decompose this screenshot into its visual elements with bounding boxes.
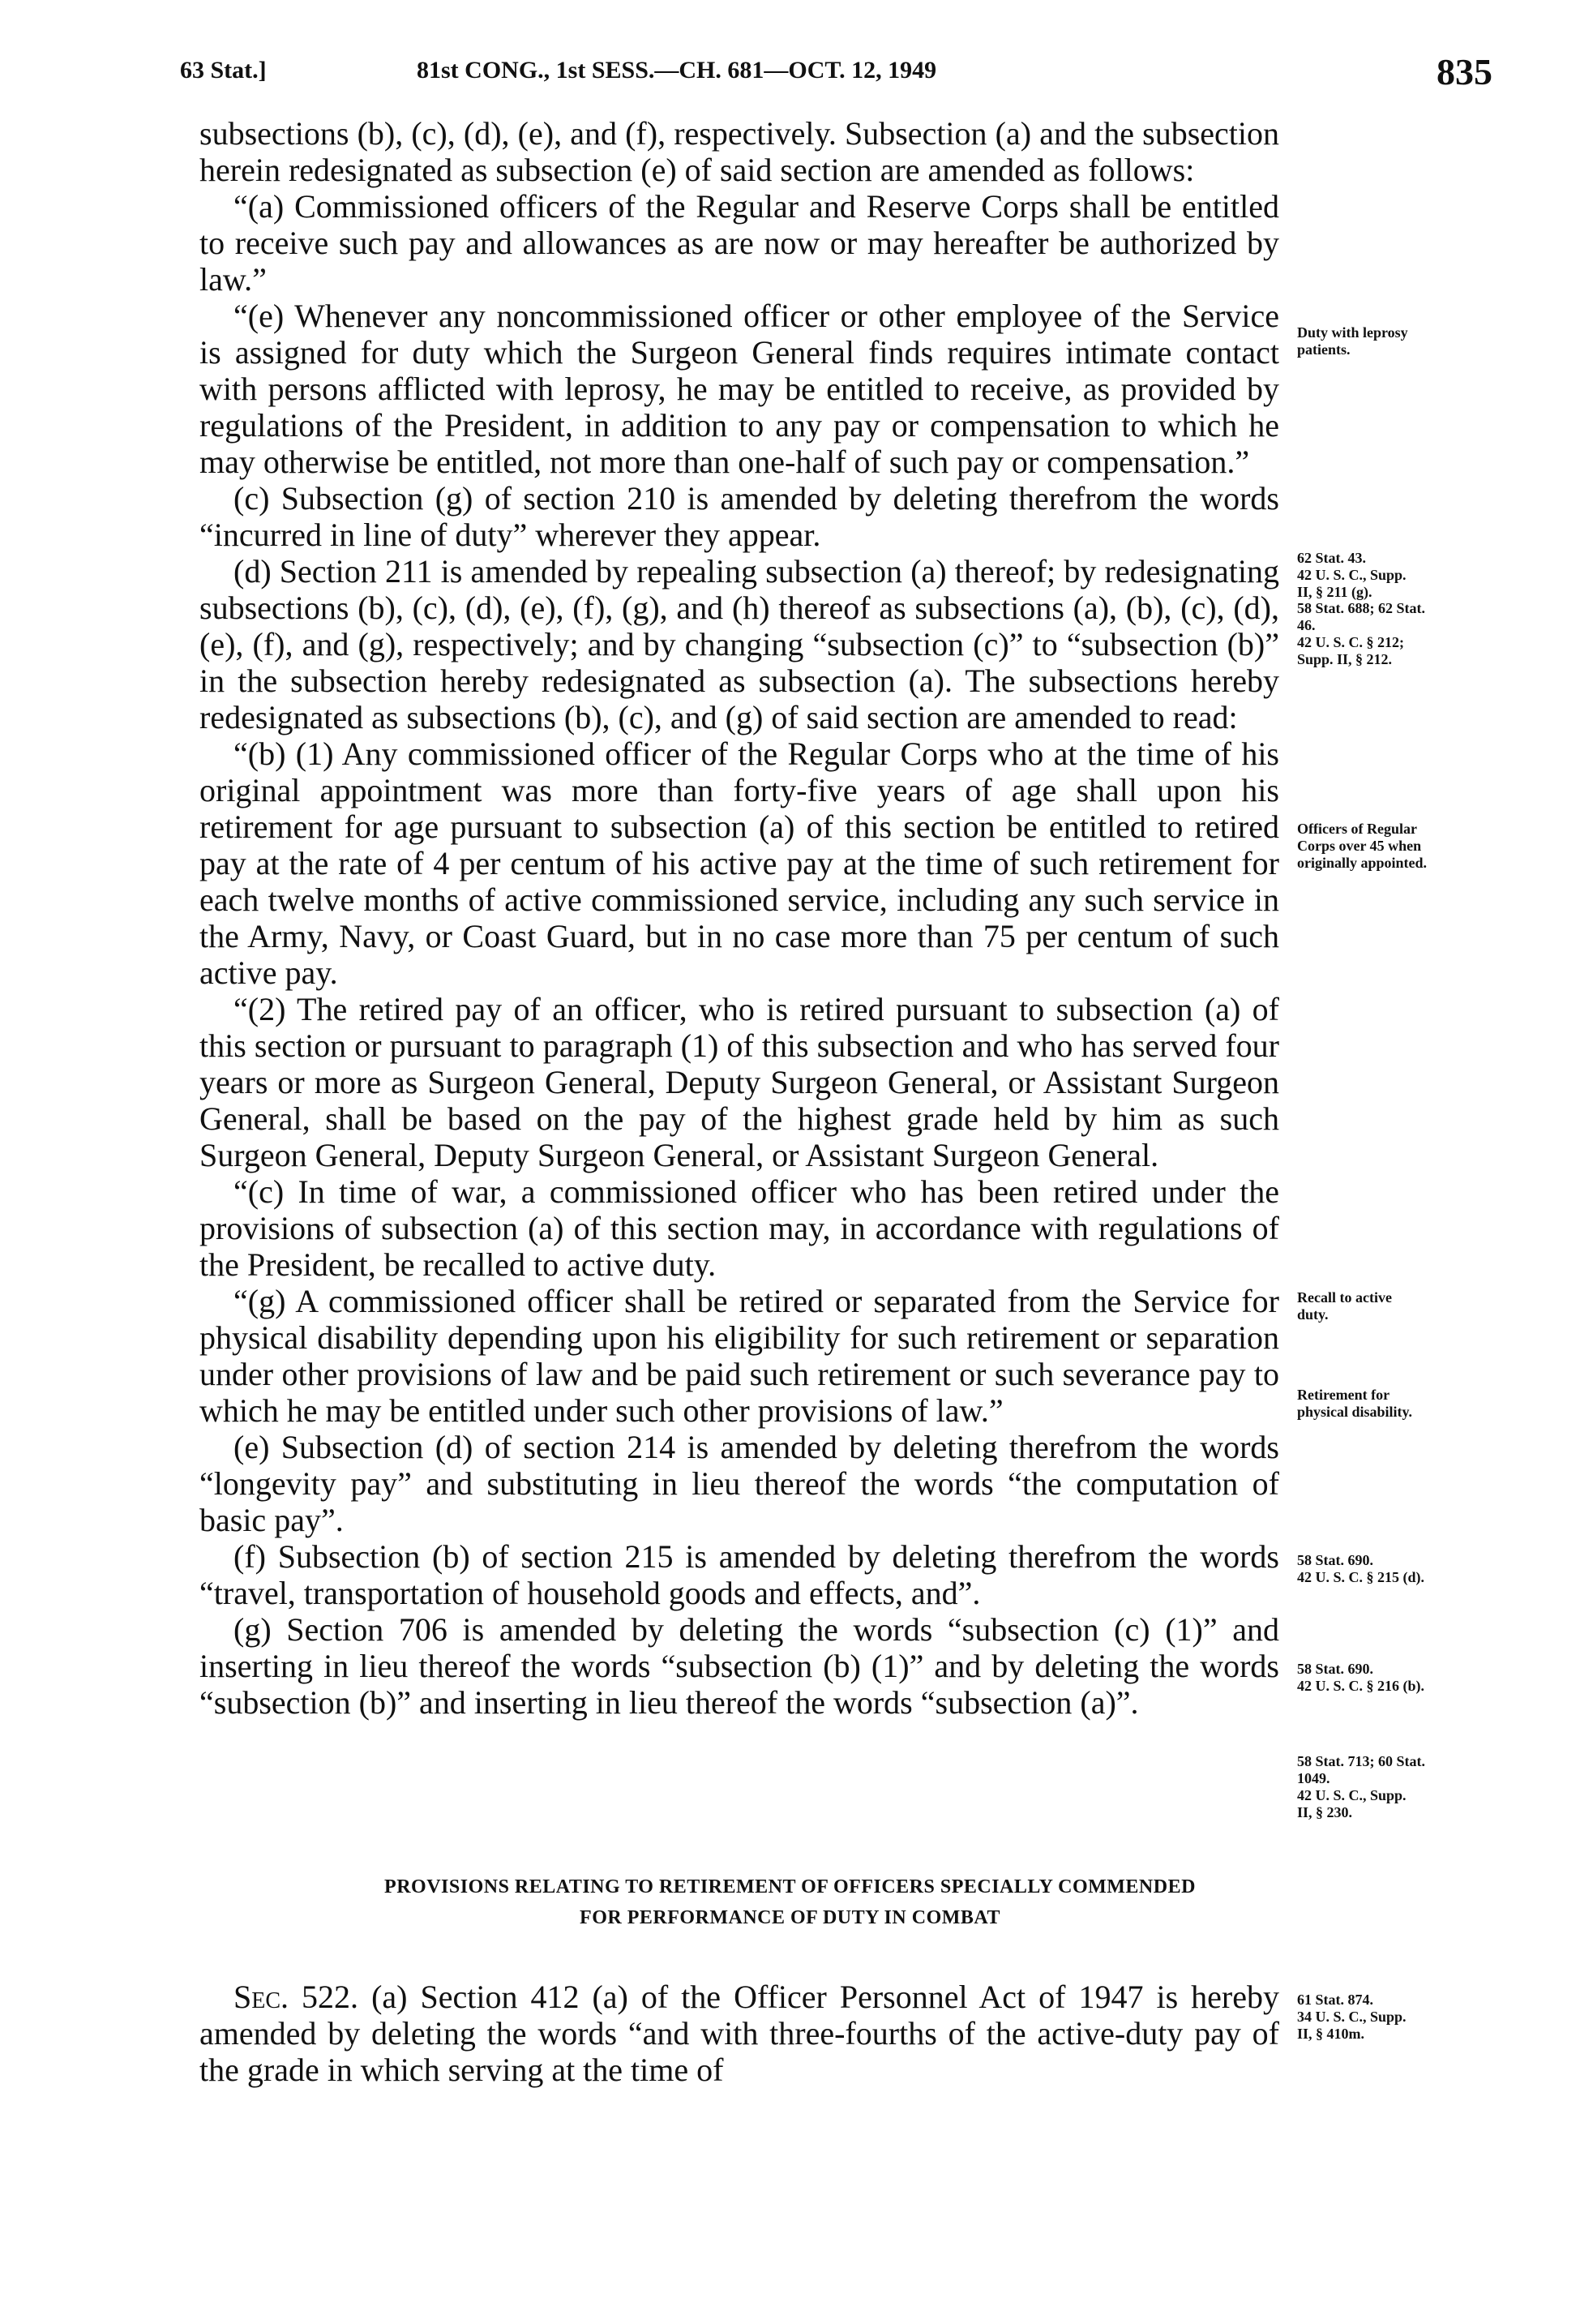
paragraph: (d) Section 211 is amended by repealing subsection (a) thereof; by redesignating subsections (b), (c), (d), (e), (f), (g), and (h) thereof as subsections (a), (b), (c), (d), (e), (f), and (g), respectively; and by changing “subsection (c)” to “subsection (b)” in the subsection hereby redesignated as subsection (a). The subsections hereby redesignated as subsections (b), (c), and (g) of said section are amended to read: <box>199 553 1279 735</box>
margin-note-recall: Recall to active duty. <box>1297 1289 1392 1323</box>
session-chapter-date: 81st CONG., 1st SESS.—CH. 681—OCT. 12, 1949 <box>417 57 937 84</box>
page-header <box>180 51 1531 105</box>
margin-note-citation: 58 Stat. 688; 62 Stat. 46. 42 U. S. C. § 212; Supp. II, § 212. <box>1297 600 1425 667</box>
paragraph: (g) Section 706 is amended by deleting the words “subsection (c) (1)” and inserting in lieu thereof the words “subsection (b) (1)” and by deleting the words “subsection (b)” and inserting in lieu thereof the words “subsection (a)”. <box>199 1611 1279 1721</box>
paragraph: “(e) Whenever any noncommissioned officer or other employee of the Service is assigned for duty which the Surgeon General finds requires intimate contact with persons afflicted with leprosy, he may be entitled to receive, as provided by regulations of the President, in addition to any pay or compensation to which he may otherwise be entitled, not more than one-half of such pay or compensation.” <box>199 298 1279 480</box>
margin-note-citation: 58 Stat. 690. 42 U. S. C. § 215 (d). <box>1297 1552 1425 1585</box>
section-heading: PROVISIONS RELATING TO RETIREMENT OF OFFICERS SPECIALLY COMMENDED FOR PERFORMANCE OF DUTY IN COMBAT <box>384 1876 1196 1928</box>
paragraph: “(c) In time of war, a commissioned officer who has been retired under the provisions of subsection (a) of this section may, in accordance with regulations of the President, be recalled to active duty. <box>199 1173 1279 1283</box>
section-label: Sec. 522. <box>233 1979 359 2015</box>
margin-note-citation: 62 Stat. 43. 42 U. S. C., Supp. II, § 211 (g). <box>1297 550 1407 600</box>
page-number: 835 <box>1437 51 1492 92</box>
paragraph: “(b) (1) Any commissioned officer of the Regular Corps who at the time of his original appointment was more than forty-five years of age shall upon his retirement for age pursuant to subsection (a) of this section be entitled to retired pay at the rate of 4 per centum of his active pay at the time of such retirement for each twelve months of active commissioned service, including any such service in the Army, Navy, or Coast Guard, but in no case more than 75 per centum of such active pay. <box>199 735 1279 991</box>
margin-note-citation: 58 Stat. 690. 42 U. S. C. § 216 (b). <box>1297 1661 1425 1694</box>
main-text <box>199 115 1279 1721</box>
paragraph: “(2) The retired pay of an officer, who is retired pursuant to subsection (a) of this section or pursuant to paragraph (1) of this subsection and who has served four years or more as Surgeon General, Deputy Surgeon General, or Assistant Surgeon General, shall be based on the pay of the highest grade held by him as such Surgeon General, Deputy Surgeon General, or Assistant Surgeon General. <box>199 991 1279 1173</box>
margin-note-physical-disability: Retirement for physical disability. <box>1297 1387 1413 1420</box>
margin-note-citation: 58 Stat. 713; 60 Stat. 1049. 42 U. S. C., Supp. II, § 230. <box>1297 1753 1425 1820</box>
paragraph: subsections (b), (c), (d), (e), and (f), respectively. Subsection (a) and the subsection herein redesignated as subsection (e) of said section are amended as follows: <box>199 115 1279 188</box>
paragraph: “(a) Commissioned officers of the Regular and Reserve Corps shall be entitled to receive such pay and allowances as are now or may hereafter be authorized by law.” <box>199 188 1279 298</box>
section-522 <box>199 1979 1279 2088</box>
paragraph: (e) Subsection (d) of section 214 is amended by deleting therefrom the words “longevity pay” and substituting in lieu thereof the words “the computation of basic pay”. <box>199 1429 1279 1538</box>
margin-note-citation: 61 Stat. 874. 34 U. S. C., Supp. II, § 410m. <box>1297 1992 1407 2042</box>
paragraph: “(g) A commissioned officer shall be retired or separated from the Service for physical disability depending upon his eligibility for such retirement or separation under other provisions of law and be paid such retirement or such severance pay to which he may be entitled under such other provisions of law.” <box>199 1283 1279 1429</box>
margin-note-officers-over-45: Officers of Regular Corps over 45 when originally appointed. <box>1297 821 1428 871</box>
section-text: (a) Section 412 (a) of the Officer Personnel Act of 1947 is hereby amended by deleting the words “and with three-fourths of the active-duty pay of the grade in which serving at the time of <box>199 1979 1280 2088</box>
volume-citation: 63 Stat.] <box>180 57 267 84</box>
margin-note-leprosy: Duty with leprosy patients. <box>1297 324 1408 358</box>
paragraph: (c) Subsection (g) of section 210 is amended by deleting therefrom the words “incurred in line of duty” wherever they appear. <box>199 480 1279 553</box>
paragraph: (f) Subsection (b) of section 215 is amended by deleting therefrom the words “travel, transportation of household goods and effects, and”. <box>199 1538 1279 1611</box>
